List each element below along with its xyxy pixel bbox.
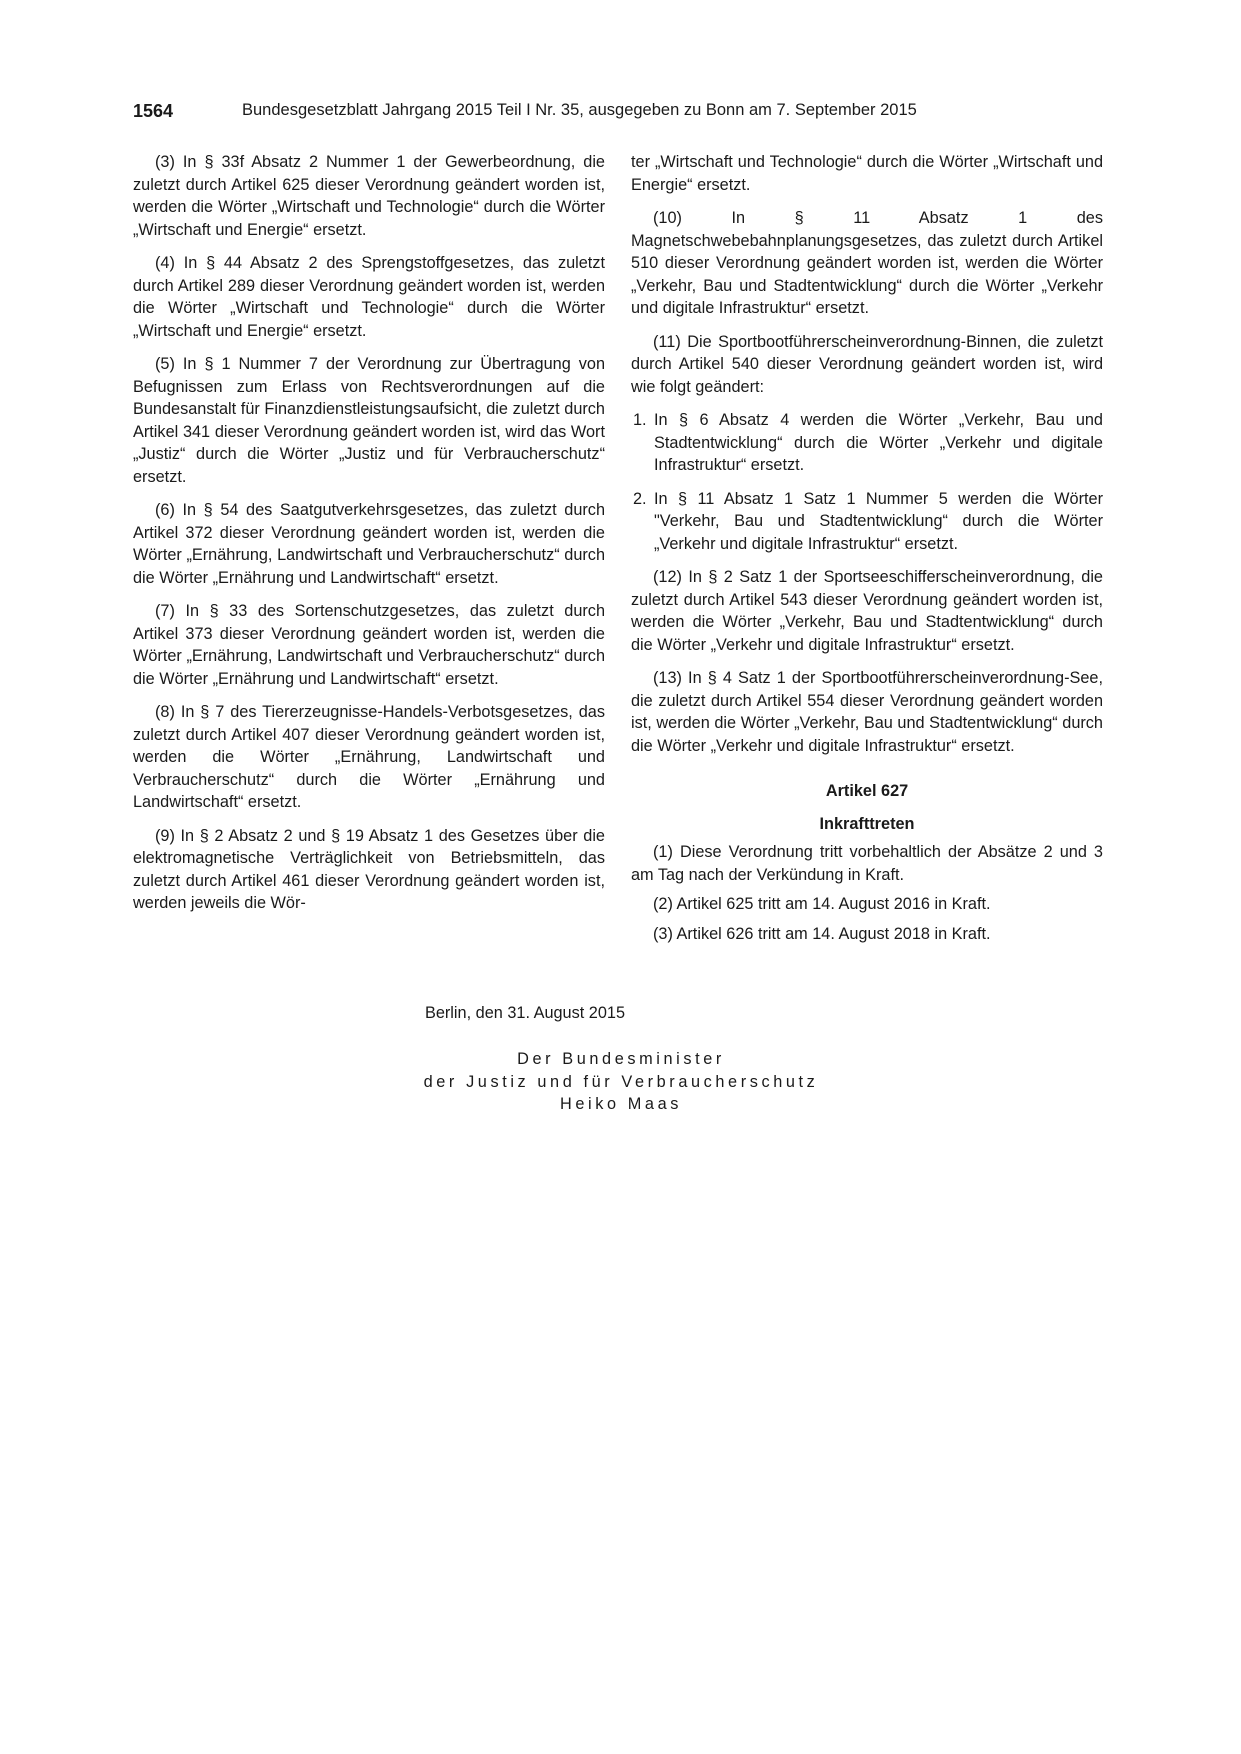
paragraph-5: (5) In § 1 Nummer 7 der Verordnung zur Übertragung von Befugnissen zum Erlass von Rechtsverordnungen auf die Bundesanstalt für Finanzdienstleistungsaufsicht, die zuletzt durch Artikel 341 dieser Verordnung geändert worden ist, wird das Wort „Justiz“ durch die Wörter „Justiz und für Verbraucherschutz“ ersetzt. (133, 355, 605, 486)
article-paragraph-3: (3) Artikel 626 tritt am 14. August 2018 in Kraft. (653, 924, 991, 943)
paragraph-4: (4) In § 44 Absatz 2 des Sprengstoffgesetzes, das zuletzt durch Artikel 289 dieser Verordnung geändert worden ist, werden die Wörter „Wirtschaft und Technologie“ durch die Wörter „Wirtschaft und Energie“ ersetzt. (133, 254, 605, 340)
signature-ministry: der Justiz und für Verbraucherschutz (423, 1072, 819, 1091)
article-title: Inkrafttreten (819, 814, 915, 833)
list-item (631, 488, 1103, 556)
paragraph-7: (7) In § 33 des Sortenschutzgesetzes, das zuletzt durch Artikel 373 dieser Verordnung geändert worden ist, werden die Wörter „Ernährung, Landwirtschaft und Verbraucherschutz“ durch die Wörter „Ernährung und Landwirtschaft“ ersetzt. (133, 602, 605, 688)
signature-title: Der Bundesminister (517, 1050, 725, 1068)
signature-name: Heiko Maas (560, 1095, 682, 1113)
page-number: 1564 (133, 101, 174, 121)
paragraph-3: (3) In § 33f Absatz 2 Nummer 1 der Gewerbeordnung, die zuletzt durch Artikel 625 dieser Verordnung geändert worden ist, werden die Wörter „Wirtschaft und Technologie“ durch die Wörter „Wirtschaft und Energie“ ersetzt. (133, 153, 605, 239)
signature-block (311, 1048, 931, 1116)
list-item-number: 1. (633, 411, 647, 429)
paragraph-8: (8) In § 7 des Tiererzeugnisse-Handels-Verbotsgesetzes, das zuletzt durch Artikel 407 dieser Verordnung geändert worden ist, werden die Wörter „Ernährung, Landwirtschaft und Verbraucherschutz“ durch die Wörter „Ernährung und Landwirtschaft“ ersetzt. (133, 703, 605, 811)
article-paragraph-1: (1) Diese Verordnung tritt vorbehaltlich der Absätze 2 und 3 am Tag nach der Verkündung in Kraft. (631, 843, 1103, 884)
list-item (631, 409, 1103, 477)
page-header (133, 101, 1003, 123)
paragraph-13: (13) In § 4 Satz 1 der Sportbootführerscheinverordnung-See, die zuletzt durch Artikel 554 dieser Verordnung geändert worden ist, werden die Wörter „Verkehr, Bau und Stadtentwicklung“ durch die Wörter „Verkehr und digitale Infrastruktur“ ersetzt. (631, 669, 1103, 755)
paragraph-10: (10) In § 11 Absatz 1 des Magnetschwebebahnplanungsgesetzes, das zuletzt durch Artikel 510 dieser Verordnung geändert worden ist, werden die Wörter „Verkehr, Bau und Stadtentwicklung“ durch die Wörter „Verkehr und digitale Infrastruktur“ ersetzt. (631, 209, 1103, 317)
paragraph-9-continued: ter „Wirtschaft und Technologie“ durch die Wörter „Wirtschaft und Energie“ ersetzt. (631, 153, 1103, 194)
paragraph-12: (12) In § 2 Satz 1 der Sportseeschifferscheinverordnung, die zuletzt durch Artikel 543 dieser Verordnung geändert worden ist, werden die Wörter „Verkehr, Bau und Stadtentwicklung“ durch die Wörter „Verkehr und digitale Infrastruktur“ ersetzt. (631, 568, 1103, 654)
date-line: Berlin, den 31. August 2015 (424, 1004, 626, 1022)
article-heading: Artikel 627 (825, 782, 909, 800)
left-column (133, 151, 605, 915)
paragraph-6: (6) In § 54 des Saatgutverkehrsgesetzes, das zuletzt durch Artikel 372 dieser Verordnung geändert worden ist, werden die Wörter „Ernährung, Landwirtschaft und Verbraucherschutz“ durch die Wörter „Ernährung und Landwirtschaft“ ersetzt. (133, 501, 605, 587)
right-column (631, 151, 1103, 952)
paragraph-11-list (631, 409, 1103, 555)
list-item-number: 2. (633, 489, 647, 508)
article-paragraph-2: (2) Artikel 625 tritt am 14. August 2016 in Kraft. (653, 895, 991, 913)
list-item-text: In § 11 Absatz 1 Satz 1 Nummer 5 werden die Wörter "Verkehr, Bau und Stadtentwicklung“ durch die Wörter „Verkehr und digitale Infrastruktur“ ersetzt. (654, 489, 1103, 553)
paragraph-11: (11) Die Sportbootführerscheinverordnung-Binnen, die zuletzt durch Artikel 540 dieser Verordnung geändert worden ist, wird wie folgt geändert: (631, 332, 1103, 396)
paragraph-9: (9) In § 2 Absatz 2 und § 19 Absatz 1 des Gesetzes über die elektromagnetische Verträglichkeit von Betriebsmitteln, das zuletzt durch Artikel 461 dieser Verordnung geändert worden ist, werden jeweils die Wör- (133, 826, 605, 912)
list-item-text: In § 6 Absatz 4 werden die Wörter „Verkehr, Bau und Stadtentwicklung“ durch die Wörter „Verkehr und digitale Infrastruktur“ ersetzt. (654, 411, 1103, 474)
running-title: Bundesgesetzblatt Jahrgang 2015 Teil I Nr. 35, ausgegeben zu Bonn am 7. September 2015 (242, 101, 917, 119)
